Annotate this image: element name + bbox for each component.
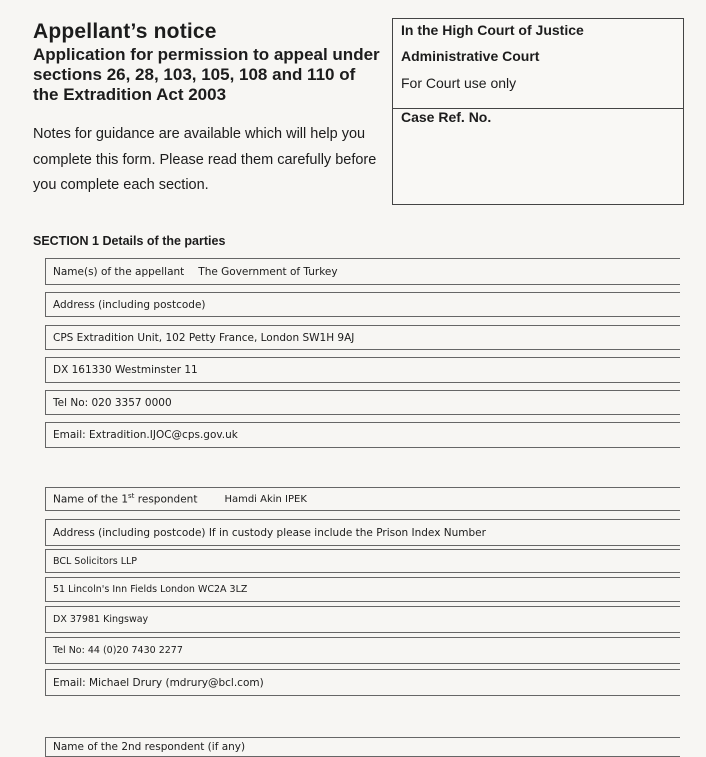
court-division: Administrative Court (401, 48, 540, 64)
appellant-name-field[interactable] (45, 258, 680, 285)
form-subtitle: Application for permission to appeal under sections 26, 28, 103, 105, 108 and 110 of the Extradition Act 2003 (33, 45, 380, 104)
respondent1-address-label-row (45, 519, 680, 546)
respondent2-name-label: Name of the 2nd respondent (if any) (53, 741, 246, 753)
respondent1-email-value: Email: Michael Drury (mdrury@bcl.com) (53, 676, 264, 689)
appellant-dx-value: DX 161330 Westminster 11 (53, 364, 198, 376)
appellant-dx-field[interactable] (45, 357, 680, 383)
appellant-email-value: Email: Extradition.IJOC@cps.gov.uk (53, 429, 238, 441)
respondent1-name-field[interactable] (45, 487, 680, 511)
guidance-notes: Notes for guidance are available which will help you complete this form. Please read them carefully before you complete each section. (33, 126, 377, 193)
page-title: Appellant’s notice (33, 20, 217, 43)
appellant-address-value: CPS Extradition Unit, 102 Petty France, London SW1H 9AJ (53, 331, 355, 344)
respondent1-tel-field[interactable] (45, 637, 680, 664)
court-use-box (392, 18, 684, 205)
appellant-name-value: The Government of Turkey (198, 265, 338, 278)
respondent1-email-field[interactable] (45, 669, 680, 696)
respondent1-address-value: 51 Lincoln's Inn Fields London WC2A 3LZ (53, 584, 248, 595)
respondent1-tel-value: Tel No: 44 (0)20 7430 2277 (53, 645, 183, 656)
court-use-only-label: For Court use only (401, 75, 517, 91)
respondent1-dx-field[interactable] (45, 606, 680, 633)
court-name: In the High Court of Justice (401, 22, 584, 38)
appellant-tel-field[interactable] (45, 390, 680, 415)
respondent1-firm-field[interactable] (45, 549, 680, 573)
appellant-address-label: Address (including postcode) (53, 298, 206, 311)
respondent1-address-label: Address (including postcode) If in custody please include the Prison Index Number (53, 526, 486, 539)
appellant-address-field[interactable] (45, 325, 680, 350)
case-ref-label: Case Ref. No. (401, 109, 492, 125)
appellant-address-label-row (45, 292, 680, 317)
section-1-heading: SECTION 1 Details of the parties (33, 234, 226, 248)
respondent1-firm-value: BCL Solicitors LLP (53, 555, 138, 567)
respondent1-address-field[interactable] (45, 577, 680, 602)
respondent1-name-label: Name of the 1st respondent (53, 492, 198, 506)
respondent1-name-value: Hamdi Akin IPEK (224, 493, 307, 505)
appellant-email-field[interactable] (45, 422, 680, 448)
respondent1-dx-value: DX 37981 Kingsway (53, 614, 149, 625)
appellant-tel-value: Tel No: 020 3357 0000 (53, 396, 172, 409)
appellant-name-label: Name(s) of the appellant (53, 265, 185, 278)
respondent2-name-field[interactable] (45, 737, 680, 757)
